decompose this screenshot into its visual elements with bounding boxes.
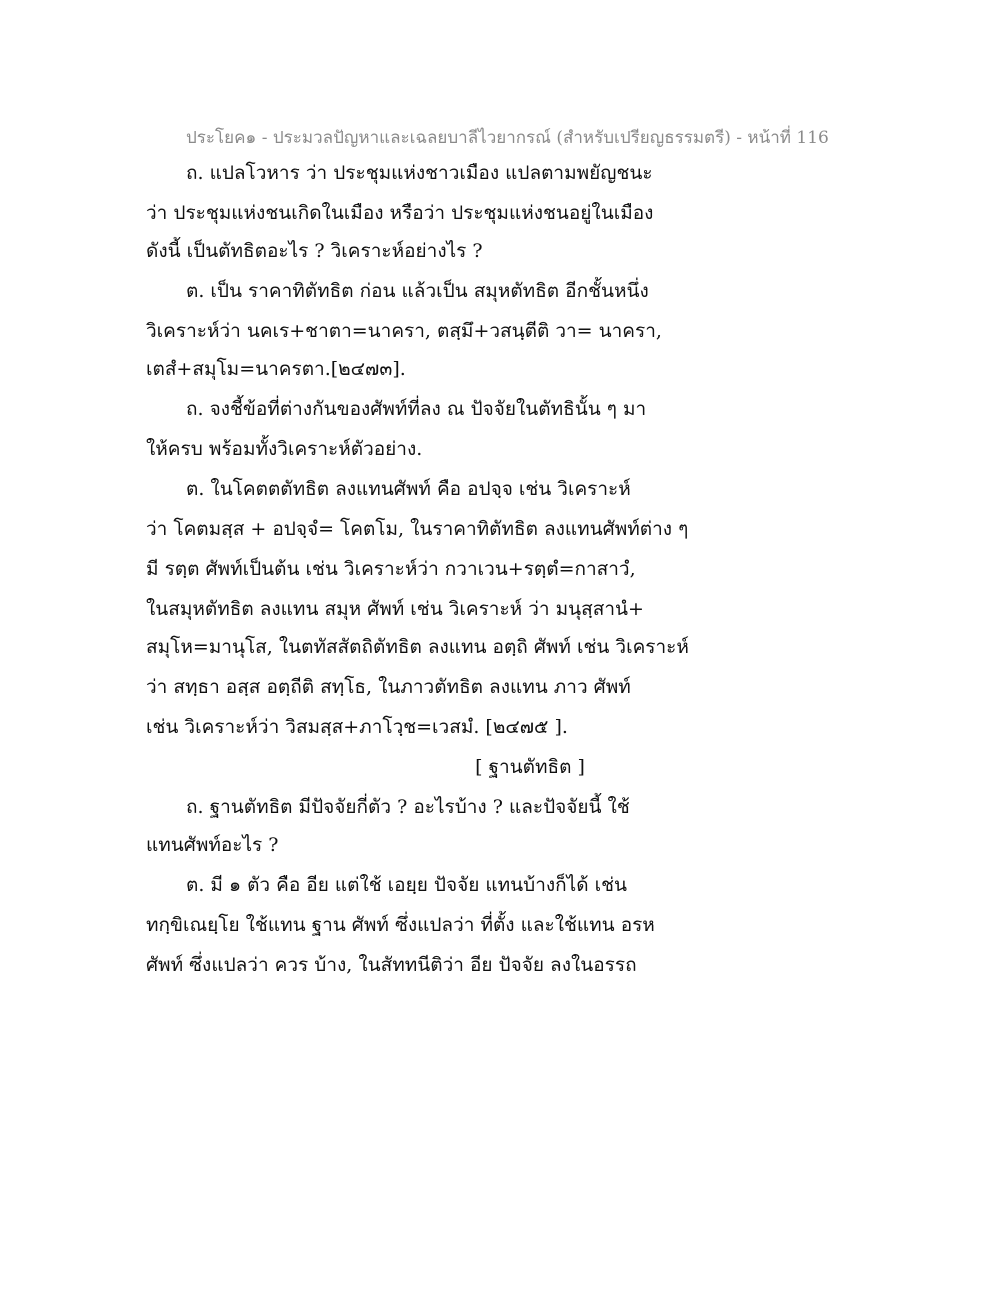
- text-line: ดังนี้ เป็นตัทธิตอะไร ? วิเคราะห์อย่างไร ?: [146, 240, 483, 262]
- section-heading: [ ฐานตัทธิต ]: [475, 756, 585, 778]
- text-line: ให้ครบ พร้อมทั้งวิเคราะห์ตัวอย่าง.: [146, 438, 423, 460]
- text-line: ต. เป็น ราคาทิตัทธิต ก่อน แล้วเป็น สมุหตัทธิต อีกชั้นหนึ่ง: [186, 280, 649, 302]
- text-line: ว่า โคตมสฺส + อปจฺจํ= โคตโม, ในราคาทิตัทธิต ลงแทนศัพท์ต่าง ๆ: [146, 518, 689, 540]
- text-line: ในสมุหตัทธิต ลงแทน สมุห ศัพท์ เช่น วิเคราะห์ ว่า มนุสฺสานํ+: [146, 598, 644, 620]
- text-line: ถ. จงชี้ข้อที่ต่างกันของศัพท์ที่ลง ณ ปัจจัยในตัทธินั้น ๆ มา: [186, 398, 647, 420]
- text-line: มี รตฺต ศัพท์เป็นต้น เช่น วิเคราะห์ว่า กวาเวน+รตฺตํ=กาสาวํ,: [146, 558, 636, 580]
- text-line: สมุโห=มานุโส, ในตทัสสัตถิตัทธิต ลงแทน อตฺถิ ศัพท์ เช่น วิเคราะห์: [146, 636, 689, 658]
- text-line: ถ. ฐานตัทธิต มีปัจจัยกี่ตัว ? อะไรบ้าง ? และปัจจัยนี้ ใช้: [186, 796, 630, 818]
- text-line: แทนศัพท์อะไร ?: [146, 834, 279, 856]
- text-line: ทกฺขิเณยฺโย ใช้แทน ฐาน ศัพท์ ซึ่งแปลว่า ที่ตั้ง และใช้แทน อรห: [146, 914, 655, 936]
- page-header: ประโยค๑ - ประมวลปัญหาและเฉลยบาลีไวยากรณ์ (สำหรับเปรียญธรรมตรี) - หน้าที่ 116: [186, 128, 829, 148]
- text-line: วิเคราะห์ว่า นคเร+ชาตา=นาครา, ตสฺมึ+วสนฺตีติ วา= นาครา,: [146, 320, 662, 342]
- text-line: ศัพท์ ซึ่งแปลว่า ควร บ้าง, ในสัททนีติว่า อีย ปัจจัย ลงในอรรถ: [146, 954, 637, 976]
- text-line: ถ. แปลโวหาร ว่า ประชุมแห่งชาวเมือง แปลตามพยัญชนะ: [186, 162, 653, 184]
- text-line: เตสํ+สมุโม=นาครตา.[๒๔๗๓].: [146, 358, 406, 380]
- text-line: ว่า สทฺธา อสฺส อตฺถีติ สทฺโธ, ในภาวตัทธิต ลงแทน ภาว ศัพท์: [146, 676, 631, 698]
- text-line: เช่น วิเคราะห์ว่า วิสมสฺส+ภาโวฺช=เวสมํ. [๒๔๗๕ ].: [146, 716, 568, 738]
- text-line: ว่า ประชุมแห่งชนเกิดในเมือง หรือว่า ประชุมแห่งชนอยู่ในเมือง: [146, 202, 654, 224]
- text-line: ต. มี ๑ ตัว คือ อีย แต่ใช้ เอยฺย ปัจจัย แทนบ้างก็ได้ เช่น: [186, 874, 627, 896]
- text-line: ต. ในโคตตตัทธิต ลงแทนศัพท์ คือ อปจฺจ เช่น วิเคราะห์: [186, 478, 631, 500]
